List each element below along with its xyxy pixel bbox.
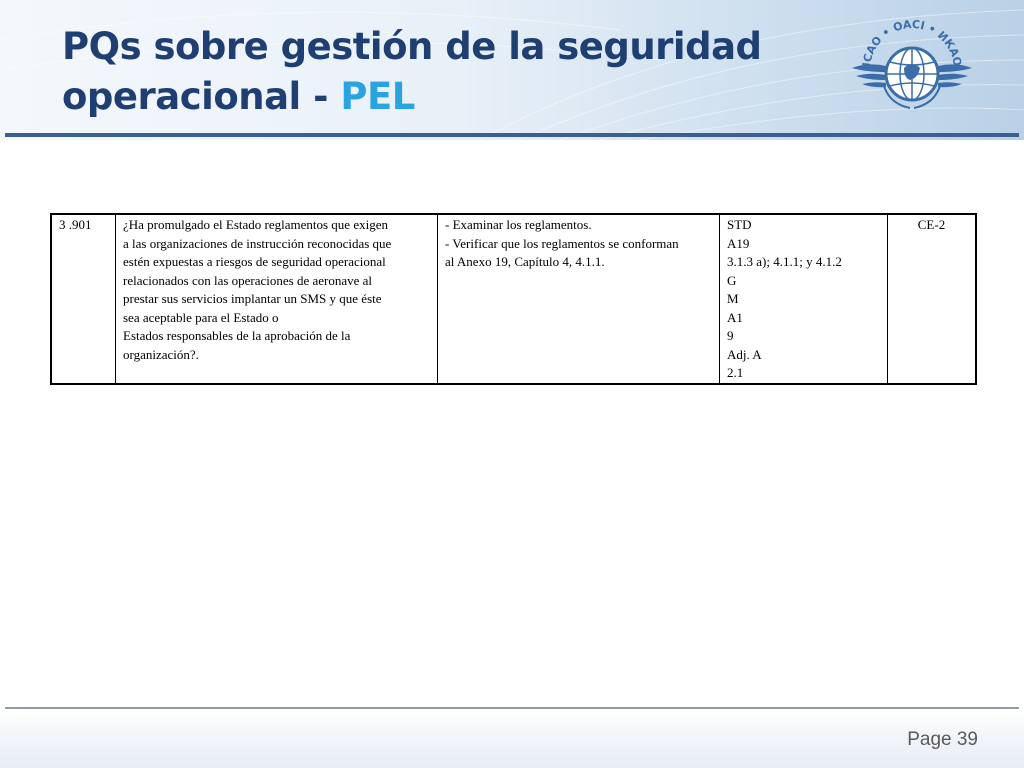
guidance-line: - Examinar los reglamentos.: [445, 217, 592, 232]
guidance-line: al Anexo 19, Capítulo 4, 4.1.1.: [445, 254, 605, 269]
slide-footer: [0, 709, 1024, 768]
reference-line: 2.1: [727, 365, 744, 380]
page-number: Page 39: [907, 729, 978, 750]
question-line: estén expuestas a riesgos de seguridad operacional: [123, 254, 386, 269]
reference-line: G: [727, 272, 737, 288]
reference-line: M: [727, 291, 739, 306]
pq-question-cell: [116, 214, 438, 384]
reference-line: Adj. A: [727, 346, 762, 362]
reference-line: A1: [727, 309, 743, 325]
pq-number: 3 .901: [59, 217, 92, 232]
question-line: prestar sus servicios implantar un SMS y que éste: [123, 291, 382, 306]
pq-ce-cell: [888, 214, 977, 384]
question-line: Estados responsables de la aprobación de la: [123, 328, 351, 343]
slide-title: [62, 22, 822, 122]
title-line-1: PQs sobre gestión de la seguridad: [62, 25, 762, 68]
question-line: relacionados con las operaciones de aeronave al: [123, 272, 373, 288]
ce-label: CE-2: [917, 217, 946, 232]
reference-line: 3.1.3 a); 4.1.1; y 4.1.2: [727, 254, 842, 269]
pq-number-cell: [51, 214, 116, 384]
reference-line: A19: [727, 235, 750, 251]
guidance-line: - Verificar que los reglamentos se conforman: [445, 235, 679, 251]
header-divider: [5, 133, 1019, 137]
table-row: [51, 214, 976, 384]
reference-line: STD: [727, 217, 752, 232]
question-line: ¿Ha promulgado el Estado reglamentos que exigen: [123, 217, 388, 232]
title-line-2: operacional -: [62, 75, 341, 118]
pq-references-cell: [720, 214, 888, 384]
logo-text: ICAO • OACI • ИКАО: [860, 17, 964, 68]
pq-guidance-cell: [438, 214, 720, 384]
question-line: sea aceptable para el Estado o: [123, 309, 279, 325]
question-line: organización?.: [123, 346, 199, 362]
icao-emblem-icon: [848, 12, 976, 120]
protocol-questions-table: [50, 213, 977, 385]
reference-line: 9: [727, 328, 734, 343]
title-accent: PEL: [340, 75, 415, 118]
question-line: a las organizaciones de instrucción reconocidas que: [123, 235, 392, 251]
